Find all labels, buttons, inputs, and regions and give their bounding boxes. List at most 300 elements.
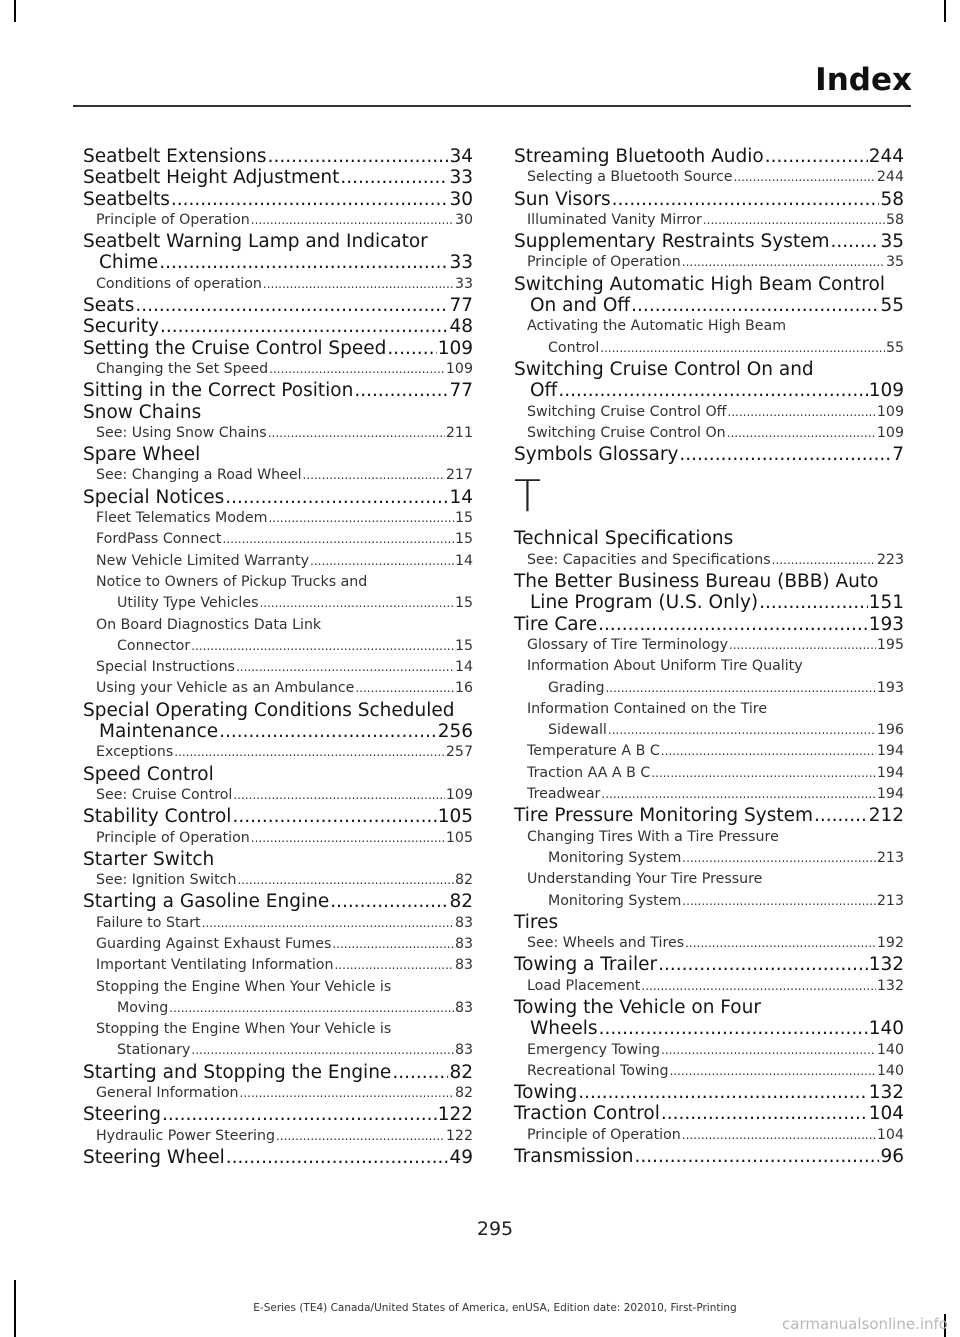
entry-text: Starter Switch <box>83 848 215 870</box>
entry-text: Steering Wheel <box>83 1146 225 1168</box>
entry-text: Principle of Operation <box>527 1126 681 1143</box>
index-subentry <box>514 316 904 337</box>
entry-text: Guarding Against Exhaust Fumes <box>96 935 332 952</box>
entry-text: New Vehicle Limited Warranty <box>96 552 309 569</box>
entry-page-number: 14 <box>449 486 473 508</box>
entry-page-number: 109 <box>868 380 904 402</box>
entry-page-number: 33 <box>449 167 473 189</box>
index-column-right <box>514 146 904 1167</box>
dot-leader <box>191 1040 454 1061</box>
entry-page-number: 256 <box>437 721 473 743</box>
entry-text: Monitoring System <box>548 892 682 909</box>
index-subentry <box>83 572 473 593</box>
entry-text: Utility Type Vehicles <box>117 595 259 612</box>
index-subentry <box>514 423 904 444</box>
entry-text: Hydraulic Power Steering <box>96 1127 275 1144</box>
index-subentry <box>514 763 904 784</box>
entry-text: The Better Business Bureau (BBB) Auto <box>514 571 879 593</box>
dot-leader <box>765 146 868 167</box>
entry-page-number: 193 <box>868 613 904 635</box>
entry-text: Information About Uniform Tire Quality <box>527 658 803 675</box>
entry-page-number: 140 <box>876 1062 904 1079</box>
entry-page-number: 132 <box>868 954 904 976</box>
dot-leader <box>729 635 876 656</box>
entry-text: Moving <box>117 999 169 1016</box>
dot-leader <box>330 891 448 912</box>
entry-text: General Information <box>96 1085 239 1102</box>
index-entry <box>83 849 473 870</box>
entry-text: Using your Vehicle as an Ambulance <box>96 680 355 697</box>
entry-page-number: 15 <box>454 595 473 612</box>
entry-page-number: 213 <box>876 892 904 909</box>
entry-text: Switching Automatic High Beam Control <box>514 273 885 295</box>
entry-page-number: 194 <box>876 764 904 781</box>
entry-page-number: 15 <box>454 510 473 527</box>
index-entry <box>83 252 473 273</box>
dot-leader <box>658 954 868 975</box>
index-entry <box>514 528 904 549</box>
dot-leader <box>772 550 876 571</box>
dot-leader <box>259 593 453 614</box>
entry-text: Tires <box>514 911 559 933</box>
dot-leader <box>160 316 448 337</box>
page-number: 295 <box>476 1218 514 1240</box>
entry-text: Supplementary Restraints System <box>514 231 830 253</box>
index-entry <box>83 444 473 465</box>
entry-page-number: 109 <box>445 786 473 803</box>
dot-leader <box>727 423 876 444</box>
entry-text: Load Placement <box>527 977 641 994</box>
index-subentry <box>514 848 904 869</box>
index-subentry <box>514 678 904 699</box>
index-entry <box>83 316 473 337</box>
entry-text: Sitting in the Correct Position <box>83 380 354 402</box>
entry-page-number: 212 <box>868 805 904 827</box>
index-entry <box>514 380 904 401</box>
entry-text: Stopping the Engine When Your Vehicle is <box>96 1021 392 1038</box>
index-subentry <box>83 1126 473 1147</box>
index-entry <box>514 444 904 465</box>
dot-leader <box>558 380 867 401</box>
entry-page-number: 30 <box>454 211 473 228</box>
index-entry <box>83 721 473 742</box>
header-divider <box>73 105 911 107</box>
index-subentry <box>83 742 473 763</box>
entry-page-number: 109 <box>876 424 904 441</box>
entry-page-number: 195 <box>876 636 904 653</box>
entry-text: Treadwear <box>527 786 601 803</box>
index-subentry <box>83 359 473 380</box>
entry-text: Symbols Glossary <box>514 444 679 466</box>
entry-text: Seats <box>83 295 135 317</box>
entry-page-number: 122 <box>437 1104 473 1126</box>
index-entry <box>514 359 904 380</box>
entry-text: Towing <box>514 1082 578 1104</box>
dot-leader <box>191 636 454 657</box>
index-subentry <box>83 870 473 891</box>
dot-leader <box>159 252 448 273</box>
index-entry <box>514 614 904 635</box>
dot-leader <box>703 210 885 231</box>
entry-page-number: 132 <box>868 1082 904 1104</box>
index-subentry <box>514 167 904 188</box>
entry-text: On Board Diagnostics Data Link <box>96 616 322 633</box>
index-subentry <box>514 891 904 912</box>
index-entry <box>514 1082 904 1103</box>
index-subentry <box>514 784 904 805</box>
entry-page-number: 217 <box>445 467 473 484</box>
entry-page-number: 82 <box>449 891 473 913</box>
index-subentry <box>83 636 473 657</box>
entry-page-number: 140 <box>876 1041 904 1058</box>
entry-text: Temperature A B C <box>527 743 660 760</box>
dot-leader <box>135 295 448 316</box>
entry-text: See: Using Snow Chains <box>96 424 267 441</box>
entry-text: Tire Care <box>514 613 598 635</box>
index-entry <box>514 592 904 613</box>
entry-text: Line Program (U.S. Only) <box>530 592 759 614</box>
dot-leader <box>578 1082 867 1103</box>
index-subentry <box>83 615 473 636</box>
index-entry <box>83 764 473 785</box>
entry-text: Special Instructions <box>96 659 235 676</box>
entry-text: Maintenance <box>99 721 219 743</box>
dot-leader <box>679 444 891 465</box>
index-entry <box>83 380 473 401</box>
dot-leader <box>310 551 454 572</box>
dot-leader <box>387 338 436 359</box>
entry-page-number: 109 <box>445 360 473 377</box>
index-entry <box>514 274 904 295</box>
dot-leader <box>237 870 453 891</box>
dot-leader <box>831 231 880 252</box>
index-entry <box>83 338 473 359</box>
index-subentry <box>83 1019 473 1040</box>
dot-leader <box>236 657 454 678</box>
entry-text: Traction AA A B C <box>527 764 651 781</box>
entry-page-number: 83 <box>454 1042 473 1059</box>
entry-page-number: 104 <box>868 1103 904 1125</box>
index-subentry <box>514 720 904 741</box>
index-subentry <box>83 785 473 806</box>
entry-text: Starting a Gasoline Engine <box>83 891 330 913</box>
entry-text: Snow Chains <box>83 401 202 423</box>
dot-leader <box>682 891 876 912</box>
entry-page-number: 194 <box>876 786 904 803</box>
index-subentry <box>514 210 904 231</box>
entry-text: Information Contained on the Tire <box>527 700 768 717</box>
edition-footer: E-Series (TE4) Canada/United States of America, enUSA, Edition date: 202010, First-Printing <box>253 1302 737 1314</box>
dot-leader <box>225 487 448 508</box>
entry-page-number: 151 <box>868 592 904 614</box>
entry-page-number: 83 <box>454 999 473 1016</box>
entry-page-number: 194 <box>876 743 904 760</box>
entry-page-number: 83 <box>454 935 473 952</box>
index-subentry <box>83 828 473 849</box>
dot-leader <box>232 806 436 827</box>
section-letter: T <box>514 471 541 523</box>
watermark: carmanualsonline.info <box>782 1315 948 1333</box>
index-subentry <box>83 977 473 998</box>
entry-page-number: 211 <box>445 424 473 441</box>
crop-mark-top-right <box>944 0 946 22</box>
entry-page-number: 77 <box>449 295 473 317</box>
entry-page-number: 122 <box>445 1127 473 1144</box>
dot-leader <box>223 529 454 550</box>
entry-text: See: Wheels and Tires <box>527 935 685 952</box>
entry-text: See: Changing a Road Wheel <box>96 467 302 484</box>
entry-text: Conditions of operation <box>96 275 262 292</box>
entry-text: Changing Tires With a Tire Pressure <box>527 828 779 845</box>
entry-text: Setting the Cruise Control Speed <box>83 337 387 359</box>
index-subentry <box>83 657 473 678</box>
index-subentry <box>83 423 473 444</box>
dot-leader <box>332 934 454 955</box>
entry-page-number: 83 <box>454 914 473 931</box>
index-column-left <box>83 146 473 1168</box>
index-subentry <box>514 402 904 423</box>
entry-page-number: 105 <box>445 829 473 846</box>
entry-text: See: Ignition Switch <box>96 872 237 889</box>
entry-text: Sidewall <box>548 722 607 739</box>
dot-leader <box>268 423 445 444</box>
dot-leader <box>171 189 449 210</box>
index-entry <box>83 167 473 188</box>
index-subentry <box>83 593 473 614</box>
dot-leader <box>202 913 454 934</box>
index-subentry <box>83 210 473 231</box>
index-entry <box>83 402 473 423</box>
entry-text: Stopping the Engine When Your Vehicle is <box>96 978 392 995</box>
index-subentry <box>83 1040 473 1061</box>
dot-leader <box>685 933 876 954</box>
index-subentry <box>83 529 473 550</box>
entry-text: Off <box>530 380 558 402</box>
dot-leader <box>600 338 885 359</box>
entry-text: Traction Control <box>514 1103 660 1125</box>
dot-leader <box>334 955 453 976</box>
dot-leader <box>174 742 445 763</box>
index-entry <box>514 295 904 316</box>
entry-page-number: 15 <box>454 637 473 654</box>
entry-text: Changing the Set Speed <box>96 360 269 377</box>
entry-text: Stability Control <box>83 806 232 828</box>
dot-leader <box>601 784 876 805</box>
index-subentry <box>83 934 473 955</box>
index-subentry <box>83 465 473 486</box>
entry-text: Spare Wheel <box>83 444 201 466</box>
dot-leader <box>734 167 876 188</box>
entry-page-number: 30 <box>449 188 473 210</box>
entry-text: Special Operating Conditions Scheduled <box>83 699 455 721</box>
index-subentry <box>83 955 473 976</box>
entry-text: Emergency Towing <box>527 1041 661 1058</box>
dot-leader <box>355 678 454 699</box>
entry-page-number: 257 <box>445 744 473 761</box>
index-entry <box>83 700 473 721</box>
dot-leader <box>661 1103 868 1124</box>
dot-leader <box>635 1146 880 1167</box>
index-entry <box>83 146 473 167</box>
index-subentry <box>83 508 473 529</box>
index-subentry <box>514 1040 904 1061</box>
entry-text: Towing a Trailer <box>514 954 658 976</box>
entry-text: Understanding Your Tire Pressure <box>527 871 763 888</box>
index-entry <box>83 295 473 316</box>
entry-page-number: 55 <box>885 339 904 356</box>
entry-text: Transmission <box>514 1146 634 1168</box>
dot-leader <box>226 1147 449 1168</box>
entry-page-number: 83 <box>454 957 473 974</box>
dot-leader <box>162 1104 437 1125</box>
dot-leader <box>599 1018 868 1039</box>
entry-text: Notice to Owners of Pickup Trucks and <box>96 573 368 590</box>
index-subentry <box>514 933 904 954</box>
index-subentry <box>514 550 904 571</box>
dot-leader <box>251 210 454 231</box>
entry-page-number: 58 <box>885 211 904 228</box>
entry-page-number: 16 <box>454 680 473 697</box>
entry-page-number: 193 <box>876 679 904 696</box>
index-entry <box>83 189 473 210</box>
index-subentry <box>514 699 904 720</box>
entry-page-number: 244 <box>876 169 904 186</box>
entry-text: Switching Cruise Control On and <box>514 358 814 380</box>
entry-text: Connector <box>117 637 191 654</box>
index-subentry <box>83 913 473 934</box>
index-subentry <box>83 678 473 699</box>
entry-text: Sun Visors <box>514 188 611 210</box>
entry-page-number: 96 <box>880 1146 904 1168</box>
dot-leader <box>268 146 449 167</box>
index-entry <box>514 997 904 1018</box>
entry-text: On and Off <box>530 295 631 317</box>
entry-page-number: 82 <box>454 872 473 889</box>
entry-text: Recreational Towing <box>527 1062 669 1079</box>
index-subentry <box>514 635 904 656</box>
entry-page-number: 192 <box>876 935 904 952</box>
entry-text: Important Ventilating Information <box>96 957 334 974</box>
entry-page-number: 109 <box>876 403 904 420</box>
index-subentry <box>83 1083 473 1104</box>
dot-leader <box>598 614 868 635</box>
dot-leader <box>269 359 445 380</box>
dot-leader <box>263 274 454 295</box>
entry-page-number: 244 <box>868 146 904 167</box>
dot-leader <box>641 976 876 997</box>
dot-leader <box>612 189 880 210</box>
dot-leader <box>340 167 448 188</box>
entry-text: Technical Specifications <box>514 528 734 550</box>
index-entry <box>514 954 904 975</box>
entry-page-number: 7 <box>892 444 904 466</box>
entry-page-number: 223 <box>876 551 904 568</box>
entry-text: Switching Cruise Control Off <box>527 403 727 420</box>
entry-text: Seatbelt Warning Lamp and Indicator <box>83 231 428 253</box>
dot-leader <box>651 763 876 784</box>
entry-page-number: 213 <box>876 849 904 866</box>
entry-text: Principle of Operation <box>96 829 250 846</box>
entry-page-number: 33 <box>454 275 473 292</box>
index-entry <box>514 189 904 210</box>
entry-page-number: 34 <box>449 146 473 167</box>
entry-text: Special Notices <box>83 486 225 508</box>
entry-page-number: 109 <box>437 337 473 359</box>
dot-leader <box>682 252 885 273</box>
entry-page-number: 48 <box>449 316 473 338</box>
entry-text: Seatbelt Height Adjustment <box>83 167 340 189</box>
dot-leader <box>661 1040 876 1061</box>
entry-page-number: 35 <box>880 231 904 253</box>
index-subentry <box>514 338 904 359</box>
entry-text: Wheels <box>530 1018 598 1040</box>
entry-page-number: 132 <box>876 977 904 994</box>
entry-page-number: 35 <box>885 254 904 271</box>
entry-page-number: 77 <box>449 380 473 402</box>
index-entry <box>83 487 473 508</box>
index-entry <box>83 1104 473 1125</box>
dot-leader <box>276 1126 445 1147</box>
dot-leader <box>303 465 445 486</box>
index-subentry <box>514 252 904 273</box>
index-entry <box>514 1103 904 1124</box>
dot-leader <box>392 1062 448 1083</box>
entry-text: Illuminated Vanity Mirror <box>527 211 702 228</box>
index-entry <box>514 231 904 252</box>
dot-leader <box>233 785 445 806</box>
entry-page-number: 14 <box>454 552 473 569</box>
entry-text: Chime <box>99 252 159 274</box>
entry-text: Failure to Start <box>96 914 201 931</box>
entry-text: Starting and Stopping the Engine <box>83 1061 392 1083</box>
dot-leader <box>631 295 879 316</box>
index-entry <box>83 806 473 827</box>
entry-text: Fleet Telematics Modem <box>96 510 268 527</box>
index-subentry <box>514 741 904 762</box>
entry-page-number: 104 <box>876 1126 904 1143</box>
index-entry <box>83 891 473 912</box>
entry-text: Glossary of Tire Terminology <box>527 636 728 653</box>
dot-leader <box>608 720 876 741</box>
entry-page-number: 49 <box>449 1146 473 1168</box>
index-entry <box>514 571 904 592</box>
dot-leader <box>169 998 454 1019</box>
index-entry <box>514 1018 904 1039</box>
entry-text: Monitoring System <box>548 849 682 866</box>
index-entry <box>514 912 904 933</box>
index-entry <box>514 805 904 826</box>
index-subentry <box>83 551 473 572</box>
index-entry <box>514 1146 904 1167</box>
dot-leader <box>682 1125 876 1146</box>
index-subentry <box>83 998 473 1019</box>
entry-text: Seatbelts <box>83 188 170 210</box>
entry-text: Tire Pressure Monitoring System <box>514 805 814 827</box>
entry-page-number: 140 <box>868 1018 904 1040</box>
index-subentry <box>514 656 904 677</box>
index-subentry <box>514 1125 904 1146</box>
entry-page-number: 196 <box>876 722 904 739</box>
entry-text: Streaming Bluetooth Audio <box>514 146 764 167</box>
entry-page-number: 14 <box>454 659 473 676</box>
entry-text: Speed Control <box>83 763 214 785</box>
dot-leader <box>759 592 868 613</box>
entry-text: Switching Cruise Control On <box>527 424 726 441</box>
dot-leader <box>219 721 437 742</box>
dot-leader <box>354 380 448 401</box>
index-entry <box>514 146 904 167</box>
dot-leader <box>240 1083 454 1104</box>
